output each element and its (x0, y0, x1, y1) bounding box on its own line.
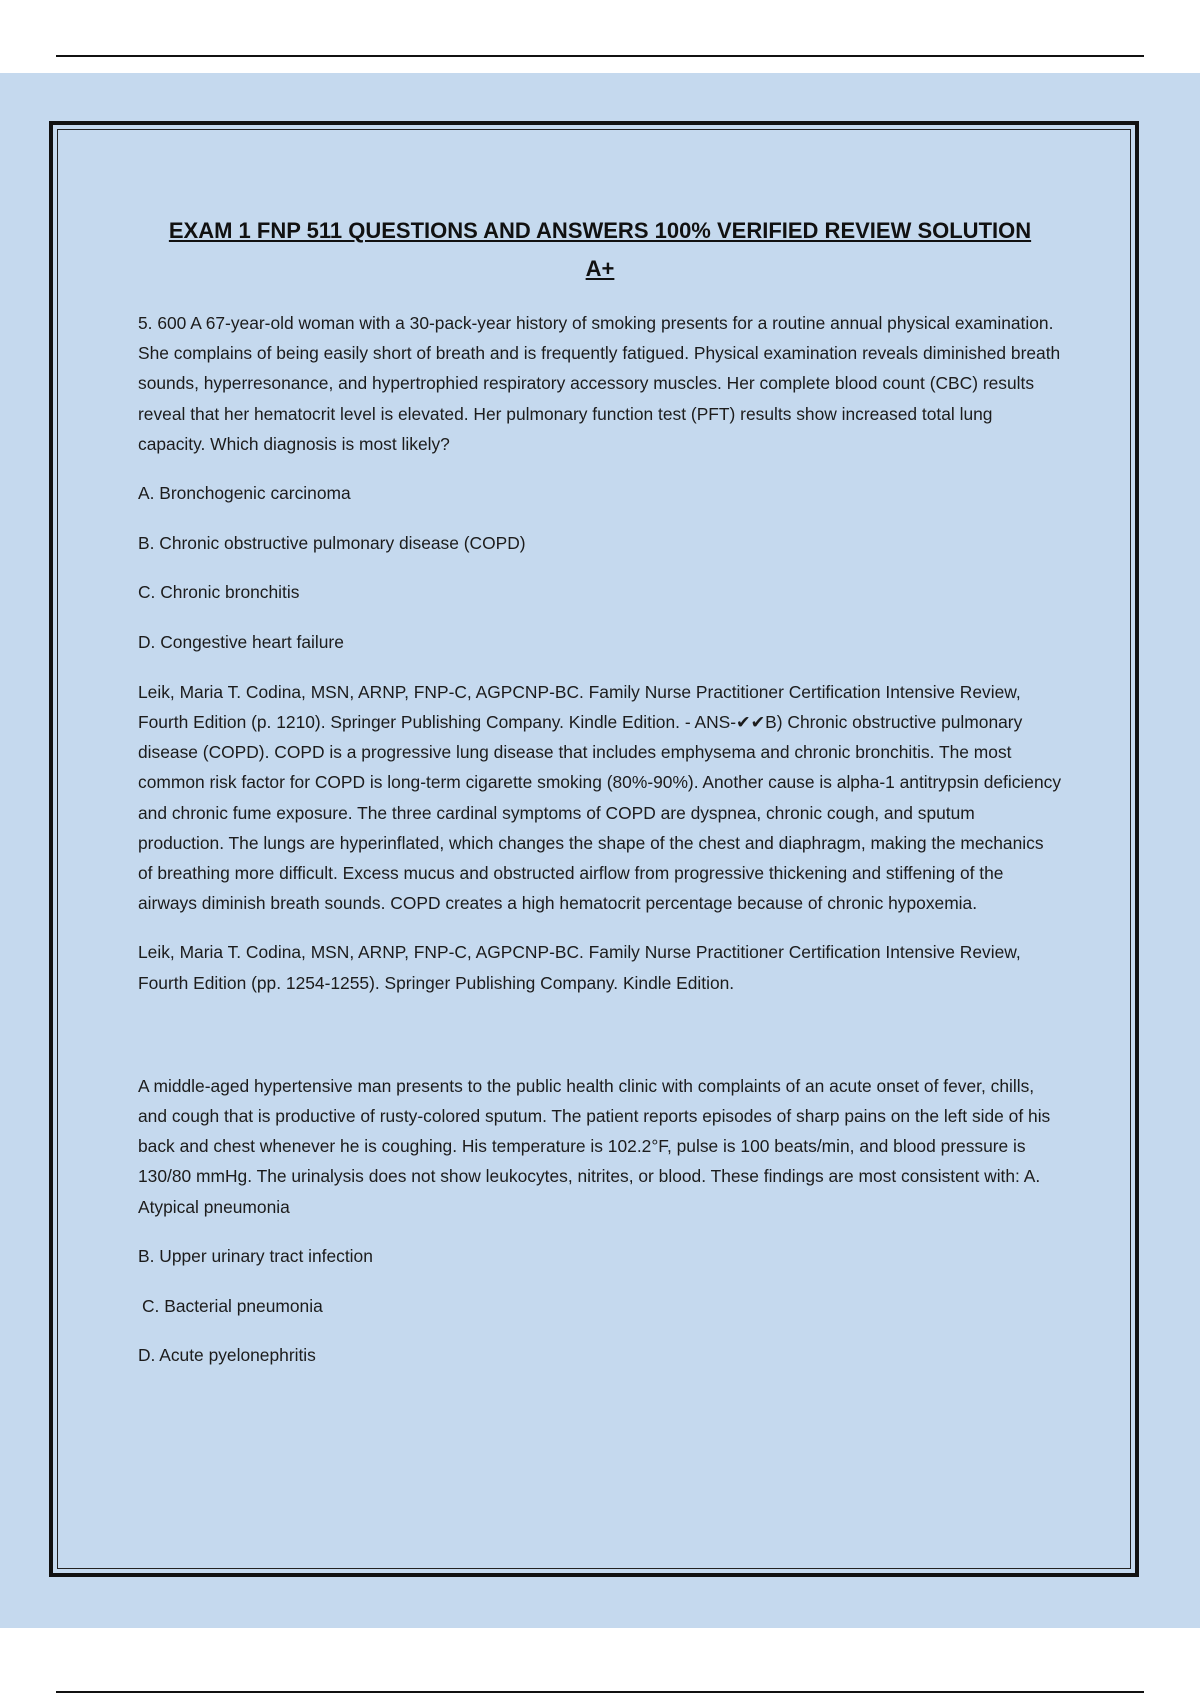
question-1-citation: Leik, Maria T. Codina, MSN, ARNP, FNP-C, AGPCNP-BC. Family Nurse Practitioner Certification Intensive Review, Fourth Edition (pp. 1254-1255). Springer Publishing Company. Kindle Edition. (138, 942, 1021, 993)
question-2-option-d: D. Acute pyelonephritis (138, 1345, 316, 1366)
question-1-option-c: C. Chronic bronchitis (138, 582, 300, 603)
question-2-option-c: C. Bacterial pneumonia (142, 1295, 323, 1316)
question-1-option-a: A. Bronchogenic carcinoma (138, 483, 351, 504)
question-1-stem: 5. 600 A 67-year-old woman with a 30-pack-year history of smoking presents for a routine annual physical examination. She complains of being easily short of breath and is frequently fatigued. Physical examination reveals diminished breath sounds, hyperresonance, and hypertrophied respiratory accessory muscles. Her complete blood count (CBC) results reveal that her hematocrit level is elevated. Her pulmonary function test (PFT) results show increased total lung capacity. Which diagnosis is most likely? (138, 313, 1061, 454)
question-1-answer: Leik, Maria T. Codina, MSN, ARNP, FNP-C, AGPCNP-BC. Family Nurse Practitioner Certification Intensive Review, Fourth Edition (p. 1210). Springer Publishing Company. Kindle Edition. - ANS-✔✔B) Chronic obstructive pulmonary disease (COPD). COPD is a progressive lung disease that includes emphysema and chronic bronchitis. The most common risk factor for COPD is long-term cigarette smoking (80%-90%). Another cause is alpha-1 antitrypsin deficiency and chronic fume exposure. The three cardinal symptoms of COPD are dyspnea, chronic cough, and sputum production. The lungs are hyperinflated, which changes the shape of the chest and diaphragm, making the mechanics of breathing more difficult. Excess mucus and obstructed airflow from progressive thickening and stiffening of the airways diminish breath sounds. COPD creates a high hematocrit percentage because of chronic hypoxemia. (138, 681, 1062, 914)
title-line-1: EXAM 1 FNP 511 QUESTIONS AND ANSWERS 100% VERIFIED REVIEW SOLUTION (168, 218, 1032, 243)
question-1-option-d: D. Congestive heart failure (138, 632, 344, 653)
document-page (0, 73, 1200, 1628)
section-spacer (138, 1017, 1062, 1071)
top-rule (56, 55, 1144, 57)
question-2-option-b: B. Upper urinary tract infection (138, 1245, 373, 1266)
question-2-stem: A middle-aged hypertensive man presents to the public health clinic with complaints of an acute onset of fever, chills, and cough that is productive of rusty-colored sputum. The patient reports episodes of sharp pains on the left side of his back and chest whenever he is coughing. His temperature is 102.2°F, pulse is 100 beats/min, and blood pressure is 130/80 mmHg. The urinalysis does not show leukocytes, nitrites, or blood. These findings are most consistent with: A. Atypical pneumonia (138, 1075, 1051, 1217)
question-1-option-b: B. Chronic obstructive pulmonary disease (COPD) (138, 532, 526, 553)
document-content (138, 212, 1062, 1390)
bottom-rule (56, 1691, 1144, 1693)
document-title (138, 212, 1062, 288)
title-line-2: A+ (585, 256, 615, 281)
